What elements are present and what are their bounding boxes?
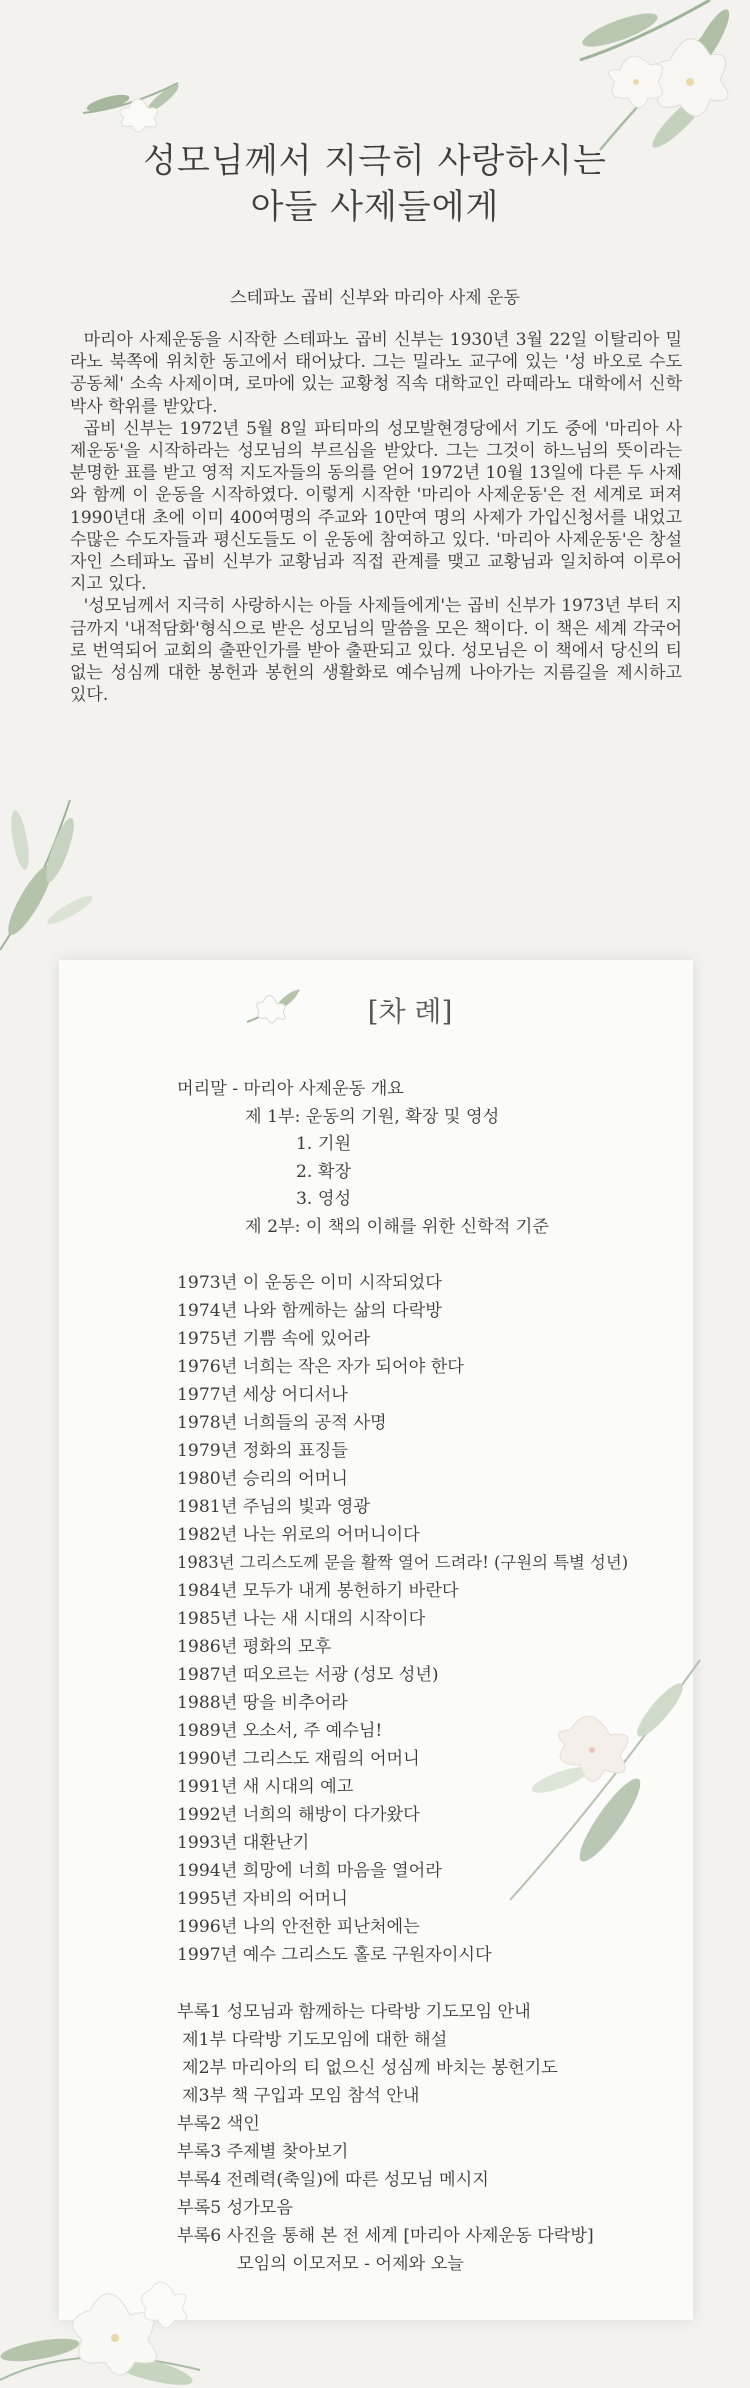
toc-year-item: 1995년 자비의 어머니 <box>177 1889 348 1909</box>
toc-card <box>59 960 693 2320</box>
toc-year-item: 1984년 모두가 내게 봉헌하기 바란다 <box>177 1581 459 1601</box>
toc-appendix-item: 부록4 전례력(축일)에 따른 성모님 메시지 <box>177 2170 489 2190</box>
toc-year-item: 1985년 나는 새 시대의 시작이다 <box>177 1609 426 1629</box>
intro-paragraph: 마리아 사제운동을 시작한 스테파노 곱비 신부는 1930년 3월 22일 이탈리아 밀라노 북쪽에 위치한 동고에서 태어났다. 그는 밀라노 교구에 있는 '성 바오로 수도 공동체' 소속 사제이며, 로마에 있는 교황청 직속 대학교인 라떼라노 대학에서 신학박사 학위를 받았다. <box>70 330 682 417</box>
toc-appendix-item: 제1부 다락방 기도모임에 대한 해설 <box>182 2030 448 2050</box>
toc-appendix-item: 제3부 책 구입과 모임 참석 안내 <box>182 2086 420 2106</box>
toc-item: 머리말 - 마리아 사제운동 개요 <box>177 1079 404 1099</box>
toc-year-item: 1990년 그리스도 재림의 어머니 <box>177 1749 420 1769</box>
intro-text <box>70 329 682 706</box>
toc-year-item: 1993년 대환난기 <box>177 1833 310 1853</box>
lily-icon <box>245 984 301 1028</box>
flower-branch-right <box>500 1650 710 1910</box>
toc-appendix-item: 제2부 마리아의 티 없으신 성심께 바치는 봉헌기도 <box>182 2058 558 2078</box>
intro-paragraph: 곱비 신부는 1972년 5월 8일 파티마의 성모발현경당에서 기도 중에 '마리아 사제운동'을 시작하라는 성모님의 부르심을 받았다. 그는 그것이 하느님의 뜻이라는 분명한 표를 받고 영적 지도자들의 동의를 얻어 1972년 10월 13일에 다른 두 사제와 함께 이 운동을 시작하였다. 이렇게 시작한 '마리아 사제운동'은 전 세계로 퍼져 1990년대 초에 이미 400여명의 주교와 10만여 명의 사제가 가입신청서를 내었고 수많은 수도자들과 평신도들도 이 운동에 참여하고 있다. '마리아 사제운동'은 창설자인 스테파노 곱비 신부가 교황님과 직접 관계를 맺고 교황님과 일치하여 이루어지고 있다. <box>70 418 682 595</box>
small-flower-top-left <box>78 78 188 138</box>
leaves-left-middle <box>0 780 110 960</box>
toc-year-item: 1989년 오소서, 주 예수님! <box>177 1721 383 1741</box>
intro-paragraph: '성모님께서 지극히 사랑하시는 아들 사제들에게'는 곱비 신부가 1973년 부터 지금까지 '내적담화'형식으로 받은 성모님의 말씀을 모은 책이다. 이 책은 세계 각국어로 번역되어 교회의 출판인가를 받아 출판되고 있다. 성모님은 이 책에서 당신의 티 없는 성심께 대한 봉헌과 봉헌의 생활화로 예수님께 나아가는 지름길을 제시하고 있다. <box>70 596 682 706</box>
toc-year-item: 1983년 그리스도께 문을 활짝 열어 드려라! (구원의 특별 성년) <box>177 1553 629 1572</box>
toc-item: 2. 확장 <box>296 1161 352 1182</box>
toc-appendix-item: 모임의 이모저모 - 어제와 오늘 <box>237 2254 464 2274</box>
toc-appendix-item: 부록5 성가모음 <box>177 2198 294 2218</box>
toc-year-item: 1997년 예수 그리스도 홀로 구원자이시다 <box>177 1945 492 1965</box>
toc-year-item: 1978년 너희들의 공적 사명 <box>177 1413 387 1433</box>
toc-year-item: 1982년 나는 위로의 어머니이다 <box>177 1525 420 1545</box>
toc-year-item: 1987년 떠오르는 서광 (성모 성년) <box>177 1665 439 1685</box>
toc-year-item: 1977년 세상 어디서나 <box>177 1385 348 1405</box>
toc-year-item: 1996년 나의 안전한 피난처에는 <box>177 1917 420 1937</box>
toc-item: 1. 기원 <box>296 1134 352 1154</box>
title-line-1: 성모님께서 지극히 사랑하시는 <box>143 141 607 181</box>
lily-flowers-bottom-left <box>0 2250 220 2388</box>
toc-year-item: 1986년 평화의 모후 <box>177 1637 332 1657</box>
toc-year-item: 1974년 나와 함께하는 삶의 다락방 <box>177 1301 442 1321</box>
toc-appendix-item: 부록3 주제별 찾아보기 <box>177 2142 349 2162</box>
toc-item: 제 1부: 운동의 기원, 확장 및 영성 <box>245 1106 500 1127</box>
subtitle: 스테파노 곱비 신부와 마리아 사제 운동 <box>230 288 520 308</box>
toc-year-item: 1981년 주님의 빛과 영광 <box>177 1497 370 1517</box>
toc-appendix-item: 부록2 색인 <box>177 2114 260 2134</box>
toc-heading-text: [차 례] <box>367 995 453 1028</box>
toc-year-item: 1988년 땅을 비추어라 <box>177 1693 348 1713</box>
toc-year-item: 1976년 너희는 작은 자가 되어야 한다 <box>177 1357 464 1377</box>
toc-item: 3. 영성 <box>296 1189 352 1209</box>
title-line-2: 아들 사제들에게 <box>250 187 500 227</box>
page-title <box>0 138 750 230</box>
toc-year-item: 1991년 새 시대의 예고 <box>177 1777 354 1797</box>
toc-appendix-item: 부록6 사진을 통해 본 전 세계 [마리아 사제운동 다락방] <box>177 2226 594 2246</box>
toc-appendix-item: 부록1 성모님과 함께하는 다락방 기도모임 안내 <box>177 2002 531 2022</box>
toc-year-item: 1979년 정화의 표징들 <box>177 1441 348 1461</box>
toc-year-item: 1992년 너희의 해방이 다가왔다 <box>177 1805 420 1825</box>
toc-item: 제 2부: 이 책의 이해를 위한 신학적 기준 <box>245 1216 550 1237</box>
toc-year-item: 1994년 희망에 너희 마음을 열어라 <box>177 1861 442 1881</box>
toc-year-item: 1980년 승리의 어머니 <box>177 1469 348 1489</box>
toc-heading <box>0 990 750 1030</box>
toc-year-item: 1973년 이 운동은 이미 시작되었다 <box>177 1273 442 1293</box>
toc-year-item: 1975년 기쁨 속에 있어라 <box>177 1329 370 1349</box>
